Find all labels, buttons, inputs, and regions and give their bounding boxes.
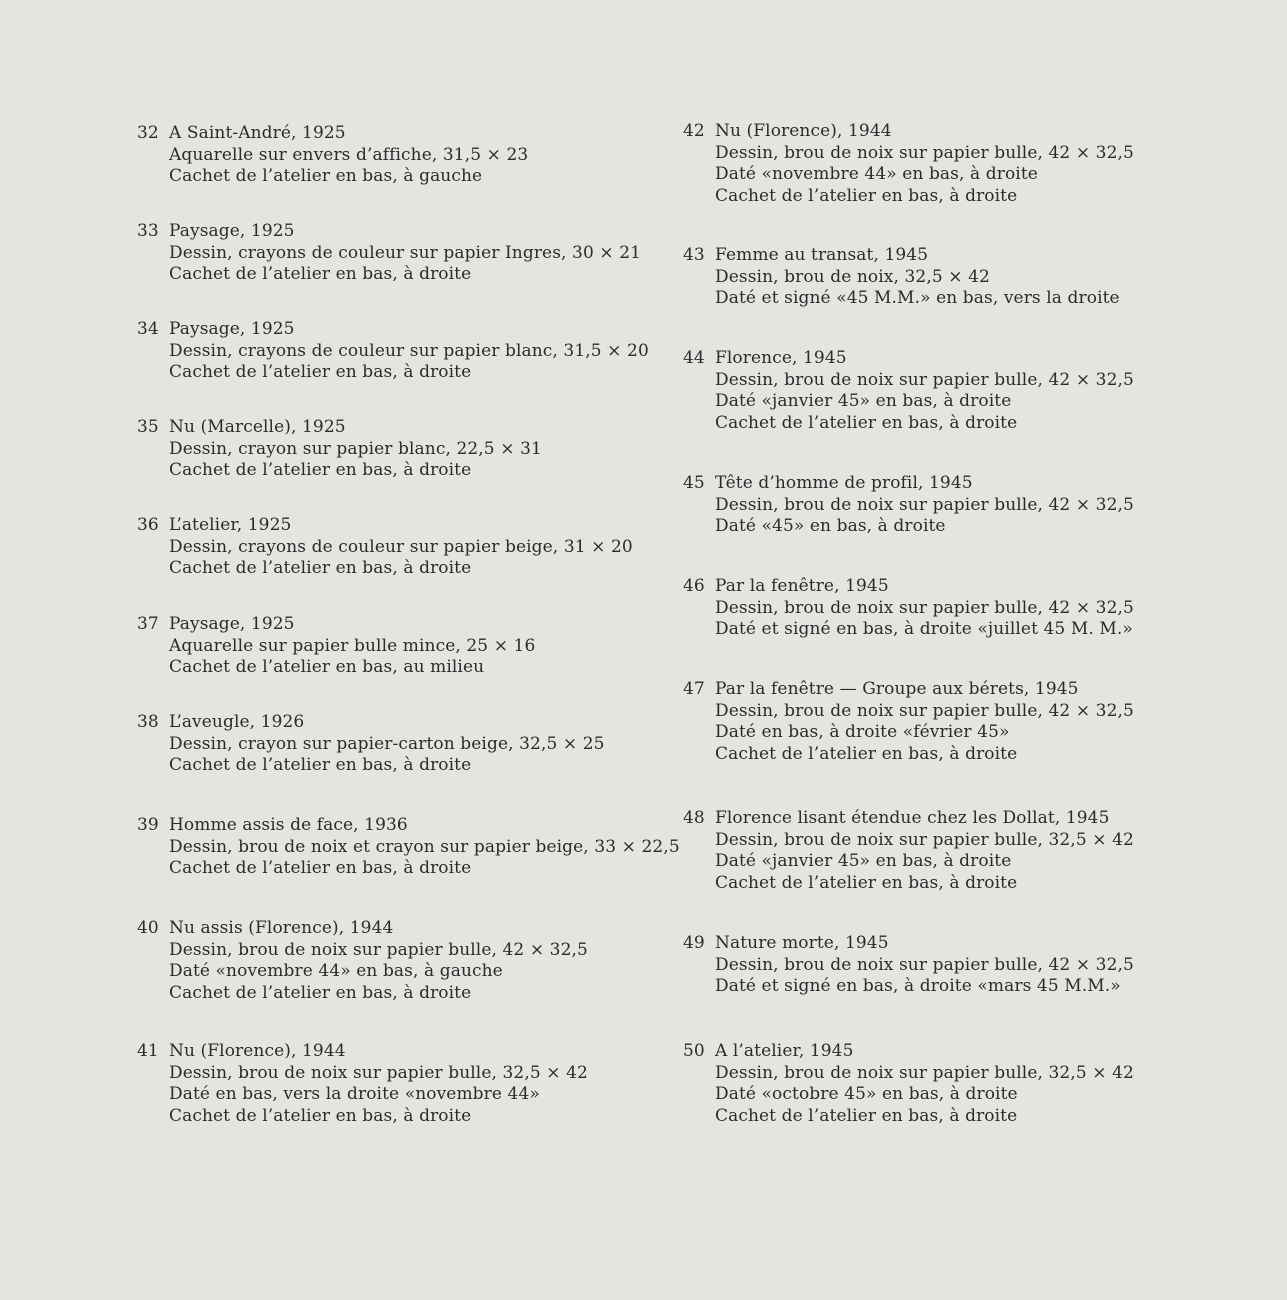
entry-detail: Dessin, brou de noix sur papier bulle, 32,5 × 42: [169, 1062, 588, 1083]
entry-detail: Daté «novembre 44» en bas, à gauche: [169, 961, 503, 981]
entry-title: A Saint-André, 1925: [169, 123, 346, 143]
catalogue-entry: [137, 614, 657, 679]
entry-detail: Dessin, brou de noix sur papier bulle, 42 × 32,5: [715, 700, 1134, 721]
entry-detail: Aquarelle sur envers d’affiche, 31,5 × 23: [169, 144, 529, 165]
entry-number: 40: [137, 918, 159, 938]
entry-number: 36: [137, 515, 159, 535]
entry-detail: Daté «octobre 45» en bas, à droite: [715, 1084, 1018, 1104]
catalogue-entry: [137, 918, 657, 1004]
entry-number: 32: [137, 123, 159, 143]
entry-number: 49: [683, 933, 705, 953]
entry-number: 33: [137, 221, 159, 241]
entry-detail: Dessin, brou de noix, 32,5 × 42: [715, 266, 990, 287]
entry-number: 42: [683, 121, 705, 141]
entry-detail: Cachet de l’atelier en bas, à droite: [715, 1105, 1018, 1126]
catalogue-entry: [683, 933, 1203, 998]
entry-title: Tête d’homme de profil, 1945: [715, 473, 973, 493]
entry-detail: Dessin, brou de noix sur papier bulle, 32,5 × 42: [715, 829, 1134, 850]
entry-detail: Dessin, brou de noix sur papier bulle, 32,5 × 42: [715, 1062, 1134, 1083]
entry-title: Nature morte, 1945: [715, 933, 889, 953]
entry-title: L’atelier, 1925: [169, 515, 292, 535]
entry-detail: Daté «janvier 45» en bas, à droite: [715, 391, 1012, 411]
entry-detail: Cachet de l’atelier en bas, à droite: [169, 264, 472, 284]
entry-detail: Cachet de l’atelier en bas, à droite: [715, 185, 1018, 206]
entry-title: Paysage, 1925: [169, 319, 295, 339]
catalogue-entry: [683, 576, 1203, 641]
catalogue-entry: [137, 815, 680, 880]
entry-detail: Cachet de l’atelier en bas, à droite: [169, 362, 472, 382]
catalogue-entry: [137, 319, 657, 384]
entry-title: Paysage, 1925: [169, 221, 295, 241]
entry-number: 44: [683, 348, 705, 368]
entry-number: 50: [683, 1041, 705, 1061]
entry-title: Florence, 1945: [715, 348, 847, 368]
entry-detail: Daté en bas, à droite «février 45»: [715, 722, 1010, 742]
entry-number: 47: [683, 679, 705, 699]
entry-title: Homme assis de face, 1936: [169, 815, 408, 835]
catalogue-entry: [683, 121, 1203, 207]
entry-detail: Cachet de l’atelier en bas, à droite: [169, 1105, 472, 1126]
entry-number: 35: [137, 417, 159, 437]
catalogue-entry: [683, 245, 1203, 310]
entry-title: Nu (Marcelle), 1925: [169, 417, 346, 437]
entry-title: Nu (Florence), 1944: [715, 121, 892, 141]
entry-number: 43: [683, 245, 705, 265]
entry-detail: Dessin, brou de noix sur papier bulle, 42 × 32,5: [715, 597, 1134, 618]
catalogue-entry: [137, 515, 657, 580]
entry-title: Femme au transat, 1945: [715, 245, 929, 265]
catalogue-entry: [137, 123, 657, 188]
entry-detail: Dessin, crayon sur papier blanc, 22,5 × 31: [169, 438, 542, 459]
entry-detail: Daté «janvier 45» en bas, à droite: [715, 851, 1012, 871]
entry-detail: Dessin, brou de noix sur papier bulle, 42 × 32,5: [715, 369, 1134, 390]
entry-detail: Cachet de l’atelier en bas, à droite: [169, 558, 472, 578]
entry-detail: Cachet de l’atelier en bas, à droite: [169, 982, 472, 1003]
entry-detail: Cachet de l’atelier en bas, au milieu: [169, 657, 485, 677]
entry-title: L’aveugle, 1926: [169, 712, 305, 732]
entry-detail: Daté «novembre 44» en bas, à droite: [715, 164, 1038, 184]
entry-detail: Dessin, brou de noix sur papier bulle, 42 × 32,5: [169, 939, 588, 960]
entry-detail: Daté et signé en bas, à droite «juillet 45 M. M.»: [715, 619, 1133, 639]
entry-title: Par la fenêtre, 1945: [715, 576, 889, 596]
entry-detail: Cachet de l’atelier en bas, à droite: [715, 743, 1018, 764]
entry-title: Nu assis (Florence), 1944: [169, 918, 394, 938]
entry-number: 45: [683, 473, 705, 493]
entry-detail: Dessin, crayon sur papier-carton beige, 32,5 × 25: [169, 733, 605, 754]
entry-number: 41: [137, 1041, 159, 1061]
entry-detail: Dessin, brou de noix sur papier bulle, 42 × 32,5: [715, 494, 1134, 515]
entry-detail: Dessin, brou de noix sur papier bulle, 42 × 32,5: [715, 954, 1134, 975]
entry-number: 38: [137, 712, 159, 732]
entry-detail: Cachet de l’atelier en bas, à droite: [169, 460, 472, 480]
catalogue-entry: [137, 417, 657, 482]
catalogue-entry: [137, 221, 657, 286]
entry-number: 39: [137, 815, 159, 835]
entry-title: Florence lisant étendue chez les Dollat, 1945: [715, 808, 1110, 828]
catalogue-entry: [683, 1041, 1203, 1127]
entry-detail: Dessin, crayons de couleur sur papier Ingres, 30 × 21: [169, 242, 642, 263]
entry-detail: Cachet de l’atelier en bas, à droite: [169, 858, 472, 878]
entry-detail: Dessin, crayons de couleur sur papier beige, 31 × 20: [169, 536, 633, 557]
entry-title: Par la fenêtre — Groupe aux bérets, 1945: [715, 679, 1079, 699]
entry-detail: Daté et signé en bas, à droite «mars 45 M.M.»: [715, 976, 1121, 996]
entry-detail: Daté «45» en bas, à droite: [715, 516, 946, 536]
entry-title: A l’atelier, 1945: [715, 1041, 854, 1061]
entry-title: Paysage, 1925: [169, 614, 295, 634]
entry-detail: Cachet de l’atelier en bas, à droite: [715, 412, 1018, 433]
catalogue-entry: [137, 1041, 657, 1127]
entry-title: Nu (Florence), 1944: [169, 1041, 346, 1061]
entry-number: 37: [137, 614, 159, 634]
entry-detail: Daté et signé «45 M.M.» en bas, vers la droite: [715, 288, 1120, 308]
catalogue-entry: [137, 712, 657, 777]
entry-detail: Cachet de l’atelier en bas, à droite: [715, 872, 1018, 893]
entry-detail: Cachet de l’atelier en bas, à droite: [169, 755, 472, 775]
entry-detail: Dessin, brou de noix sur papier bulle, 42 × 32,5: [715, 142, 1134, 163]
entry-detail: Dessin, crayons de couleur sur papier blanc, 31,5 × 20: [169, 340, 649, 361]
catalogue-entry: [683, 808, 1203, 894]
entry-number: 34: [137, 319, 159, 339]
entry-detail: Dessin, brou de noix et crayon sur papier beige, 33 × 22,5: [169, 836, 680, 857]
entry-number: 46: [683, 576, 705, 596]
catalogue-entry: [683, 473, 1203, 538]
entry-detail: Daté en bas, vers la droite «novembre 44»: [169, 1084, 540, 1104]
entry-number: 48: [683, 808, 705, 828]
catalogue-entry: [683, 679, 1203, 765]
entry-detail: Cachet de l’atelier en bas, à gauche: [169, 166, 483, 186]
entry-detail: Aquarelle sur papier bulle mince, 25 × 16: [169, 635, 536, 656]
catalogue-entry: [683, 348, 1203, 434]
